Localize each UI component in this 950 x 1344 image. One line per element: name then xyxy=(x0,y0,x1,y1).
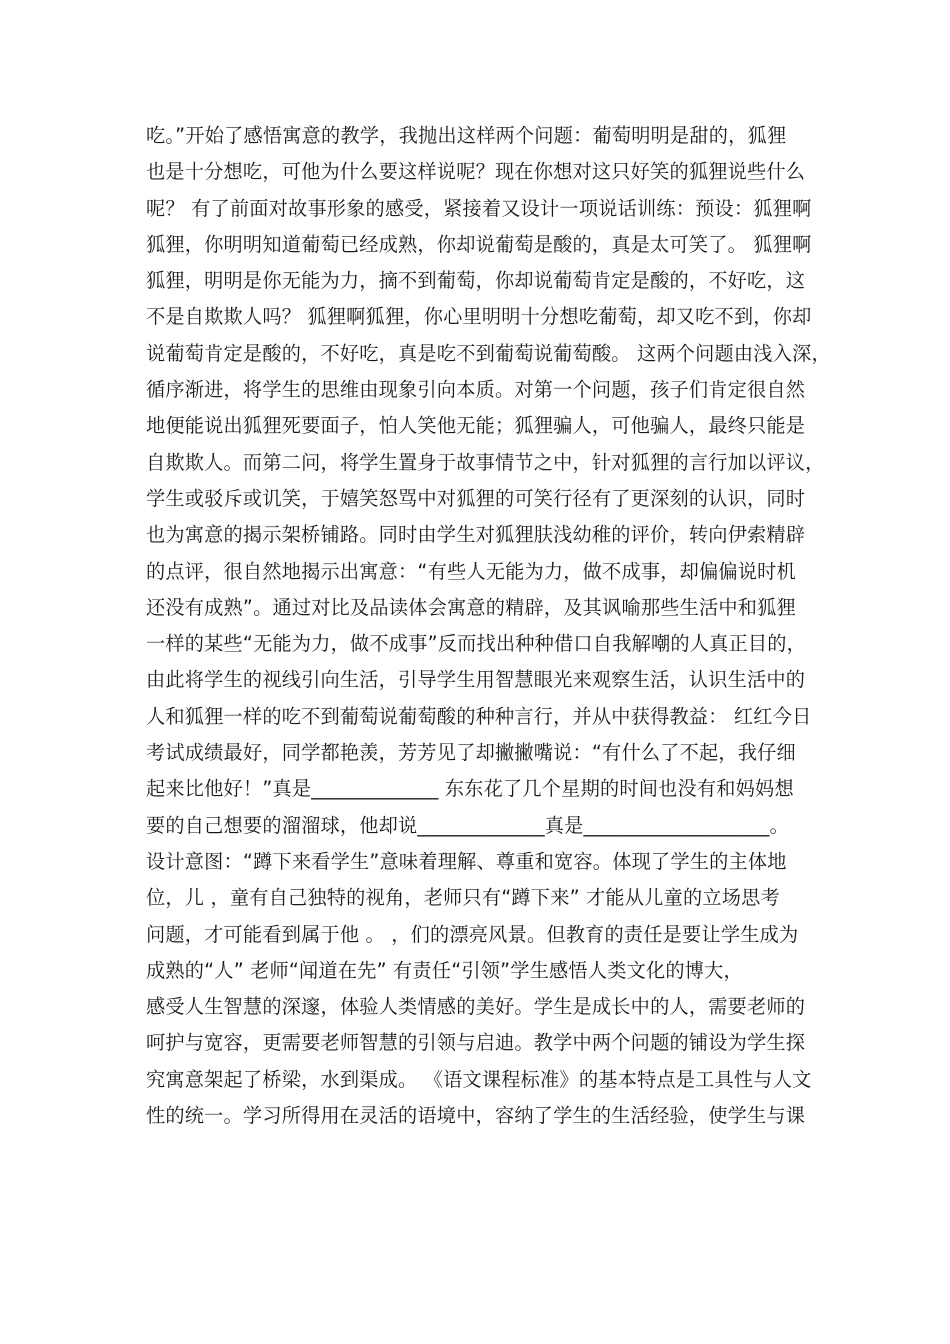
text-line: 狐狸，你明明知道葡萄已经成熟，你却说葡萄是酸的，真是太可笑了。 狐狸啊 xyxy=(146,232,812,256)
text-line: 人和狐狸一样的吃不到葡萄说葡萄酸的种种言行，并从中获得教益： 红红今日 xyxy=(146,704,812,728)
text-line: 不是自欺欺人吗？ 狐狸啊狐狸，你心里明明十分想吃葡萄，却又吃不到，你却 xyxy=(146,305,812,329)
body-text xyxy=(146,118,831,1134)
text-line: 由此将学生的视线引向生活，引导学生用智慧眼光来观察生活，认识生活中的 xyxy=(146,668,806,692)
text-line: 狐狸，明明是你无能为力，摘不到葡萄，你却说葡萄肯定是酸的，不好吃，这 xyxy=(146,269,806,293)
text-line: 究寓意架起了桥梁，水到渠成。 《语文课程标准》的基本特点是工具性与人文 xyxy=(146,1067,812,1091)
text-line: 要的自己想要的溜溜球，他却说_____________真是___________________。 xyxy=(146,813,789,837)
text-line: 一样的某些“无能为力，做不成事”反而找出种种借口自我解嘲的人真正目的， xyxy=(146,632,807,656)
text-line: 也是十分想吃，可他为什么要这样说呢？现在你想对这只好笑的狐狸说些什么 xyxy=(146,160,806,184)
text-line: 吃。”开始了感悟寓意的教学，我抛出这样两个问题：葡萄明明是甜的，狐狸 xyxy=(146,124,787,147)
text-line: 位，儿 ，童有自己独特的视角，老师只有“蹲下来” 才能从儿童的立场思考 xyxy=(146,886,780,910)
text-line: 呢？ 有了前面对故事形象的感受，紧接着又设计一项说话训练：预设：狐狸啊 xyxy=(146,196,812,220)
text-line: 还没有成熟”。通过对比及品读体会寓意的精辟，及其讽喻那些生活中和狐狸 xyxy=(146,595,796,619)
text-line: 起来比他好！”真是_____________ 东东花了几个星期的时间也没有和妈妈想 xyxy=(146,777,794,801)
text-line: 也为寓意的揭示架桥铺路。同时由学生对狐狸肤浅幼稚的评价，转向伊索精辟 xyxy=(146,523,806,547)
text-line: 考试成绩最好，同学都艳羡，芳芳见了却撇撇嘴说：“有什么了不起，我仔细 xyxy=(146,741,796,765)
text-line: 地便能说出狐狸死要面子，怕人笑他无能；狐狸骗人，可他骗人，最终只能是 xyxy=(146,414,806,438)
text-line: 循序渐进，将学生的思维由现象引向本质。对第一个问题，孩子们肯定很自然 xyxy=(146,378,806,402)
text-line: 学生或驳斥或讥笑，于嬉笑怒骂中对狐狸的可笑行径有了更深刻的认识，同时 xyxy=(146,486,806,510)
text-line: 设计意图：“蹲下来看学生”意味着理解、尊重和宽容。体现了学生的主体地 xyxy=(146,849,787,873)
text-line: 的点评，很自然地揭示出寓意：“有些人无能为力，做不成事，却偏偏说时机 xyxy=(146,559,796,583)
text-line: 感受人生智慧的深邃，体验人类情感的美好。学生是成长中的人，需要老师的 xyxy=(146,995,806,1019)
text-line: 问题，才可能看到属于他 。 ，们的漂亮风景。但教育的责任是要让学生成为 xyxy=(146,922,799,946)
text-line: 自欺欺人。而第二问，将学生置身于故事情节之中，针对狐狸的言行加以评议， xyxy=(146,450,825,474)
text-line: 说葡萄肯定是酸的，不好吃，真是吃不到葡萄说葡萄酸。 这两个问题由浅入深， xyxy=(146,341,831,365)
text-line: 成熟的“人” 老师“闻道在先” 有责任“引领”学生感悟人类文化的博大， xyxy=(146,958,743,982)
text-line: 性的统一。学习所得用在灵活的语境中，容纳了学生的生活经验，使学生与课 xyxy=(146,1104,806,1128)
text-line: 呵护与宽容，更需要老师智慧的引领与启迪。教学中两个问题的铺设为学生探 xyxy=(146,1031,806,1055)
